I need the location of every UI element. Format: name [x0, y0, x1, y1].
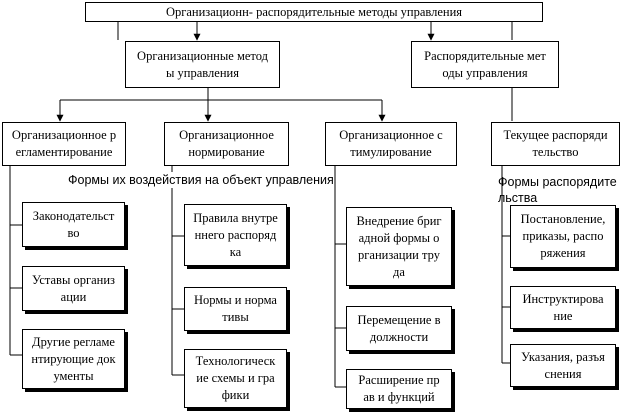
tek-item: Указания, разъя снения [510, 344, 616, 387]
tek-item: Инструктирова ние [510, 286, 616, 329]
norm-item: Технологическ ие схемы и гра фики [184, 349, 287, 408]
reg-item: Уставы организ ации [22, 266, 125, 311]
org-methods-box: Организационные метод ы управления [125, 41, 280, 88]
stim-item: Перемещение в должности [346, 306, 452, 351]
org-reglament-box: Организационное р егламентирование [2, 122, 126, 166]
root-box: Организационн- распорядительные методы управления [85, 2, 543, 22]
forms-rasp-label: Формы распорядите льства [498, 175, 617, 205]
org-stimulirovanie-box: Организационное с тимулирование [325, 122, 457, 166]
norm-item: Нормы и норма тивы [184, 287, 287, 331]
stim-item: Внедрение бриг адной формы о рганизации тру да [346, 207, 452, 286]
norm-item: Правила внутре ннего распоряд ка [184, 204, 287, 266]
forms-influence-label: Формы их воздействия на объект управления [68, 173, 334, 187]
reg-item: Законодательст во [22, 202, 125, 247]
rasp-methods-box: Распорядительные мет оды управления [411, 41, 559, 88]
reg-item: Другие регламе нтирующие док ументы [22, 329, 125, 389]
tekuschee-rasporyaditelstvo-box: Текущее распоряди тельство [491, 122, 620, 166]
org-normirovanie-box: Организационное нормирование [164, 122, 289, 166]
stim-item: Расширение пр ав и функций [346, 369, 452, 409]
tek-item: Постановление, приказы, распо ряжения [510, 205, 616, 268]
